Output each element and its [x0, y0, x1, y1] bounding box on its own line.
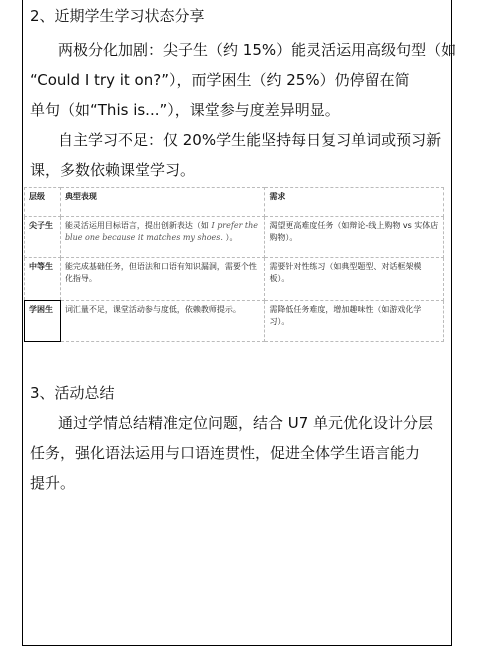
paragraph-line: “Could I try it on?”），而学困生（约 25%）仍停留在简 — [30, 71, 410, 89]
header-performance: 典型表现 — [60, 188, 265, 217]
performance-cell — [60, 217, 265, 258]
section-3-title: 3、活动总结 — [30, 384, 115, 402]
performance-cell: 能完成基础任务，但语法和口语有知识漏洞，需要个性化指导。 — [60, 258, 265, 301]
student-levels-table — [24, 187, 444, 342]
header-need: 需求 — [265, 188, 444, 217]
example-sentence: I prefer the blue one because it matches my shoes. — [64, 221, 259, 242]
paragraph-line: 两极分化加剧：尖子生（约 15%）能灵活运用高级句型（如 — [58, 41, 457, 59]
level-cell: 中等生 — [25, 258, 61, 301]
paragraph-line: 通过学情总结精准定位问题，结合 U7 单元优化设计分层 — [58, 414, 434, 432]
paragraph-line: 课，多数依赖课堂学习。 — [30, 161, 196, 179]
header-level: 层级 — [25, 188, 61, 217]
paragraph-line: 提升。 — [30, 474, 76, 492]
paragraph-line: 单句（如“This is...”），课堂参与度差异明显。 — [30, 101, 340, 119]
paragraph-line: 任务，强化语法运用与口语连贯性，促进全体学生语言能力 — [30, 444, 421, 462]
performance-cell: 词汇量不足，课堂活动参与度低，依赖教师提示。 — [60, 301, 265, 342]
need-cell: 渴望更高难度任务（如辩论-线上购物 vs 实体店购物）。 — [265, 217, 444, 258]
section-2-title: 2、近期学生学习状态分享 — [30, 7, 205, 25]
table-row — [25, 301, 444, 342]
need-cell: 需要针对性练习（如典型题型、对话框架模板）。 — [265, 258, 444, 301]
paragraph-line: 自主学习不足：仅 20%学生能坚持每日复习单词或预习新 — [58, 131, 442, 149]
level-cell: 学困生 — [25, 301, 61, 342]
table-row — [25, 217, 444, 258]
table-header-row — [25, 188, 444, 217]
level-cell: 尖子生 — [25, 217, 61, 258]
performance-text: ）。 — [225, 233, 238, 242]
need-cell: 需降低任务难度，增加趣味性（如游戏化学习）。 — [265, 301, 444, 342]
table-row — [25, 258, 444, 301]
performance-text: 能灵活运用目标语言，提出创新表达（如 — [64, 221, 209, 230]
